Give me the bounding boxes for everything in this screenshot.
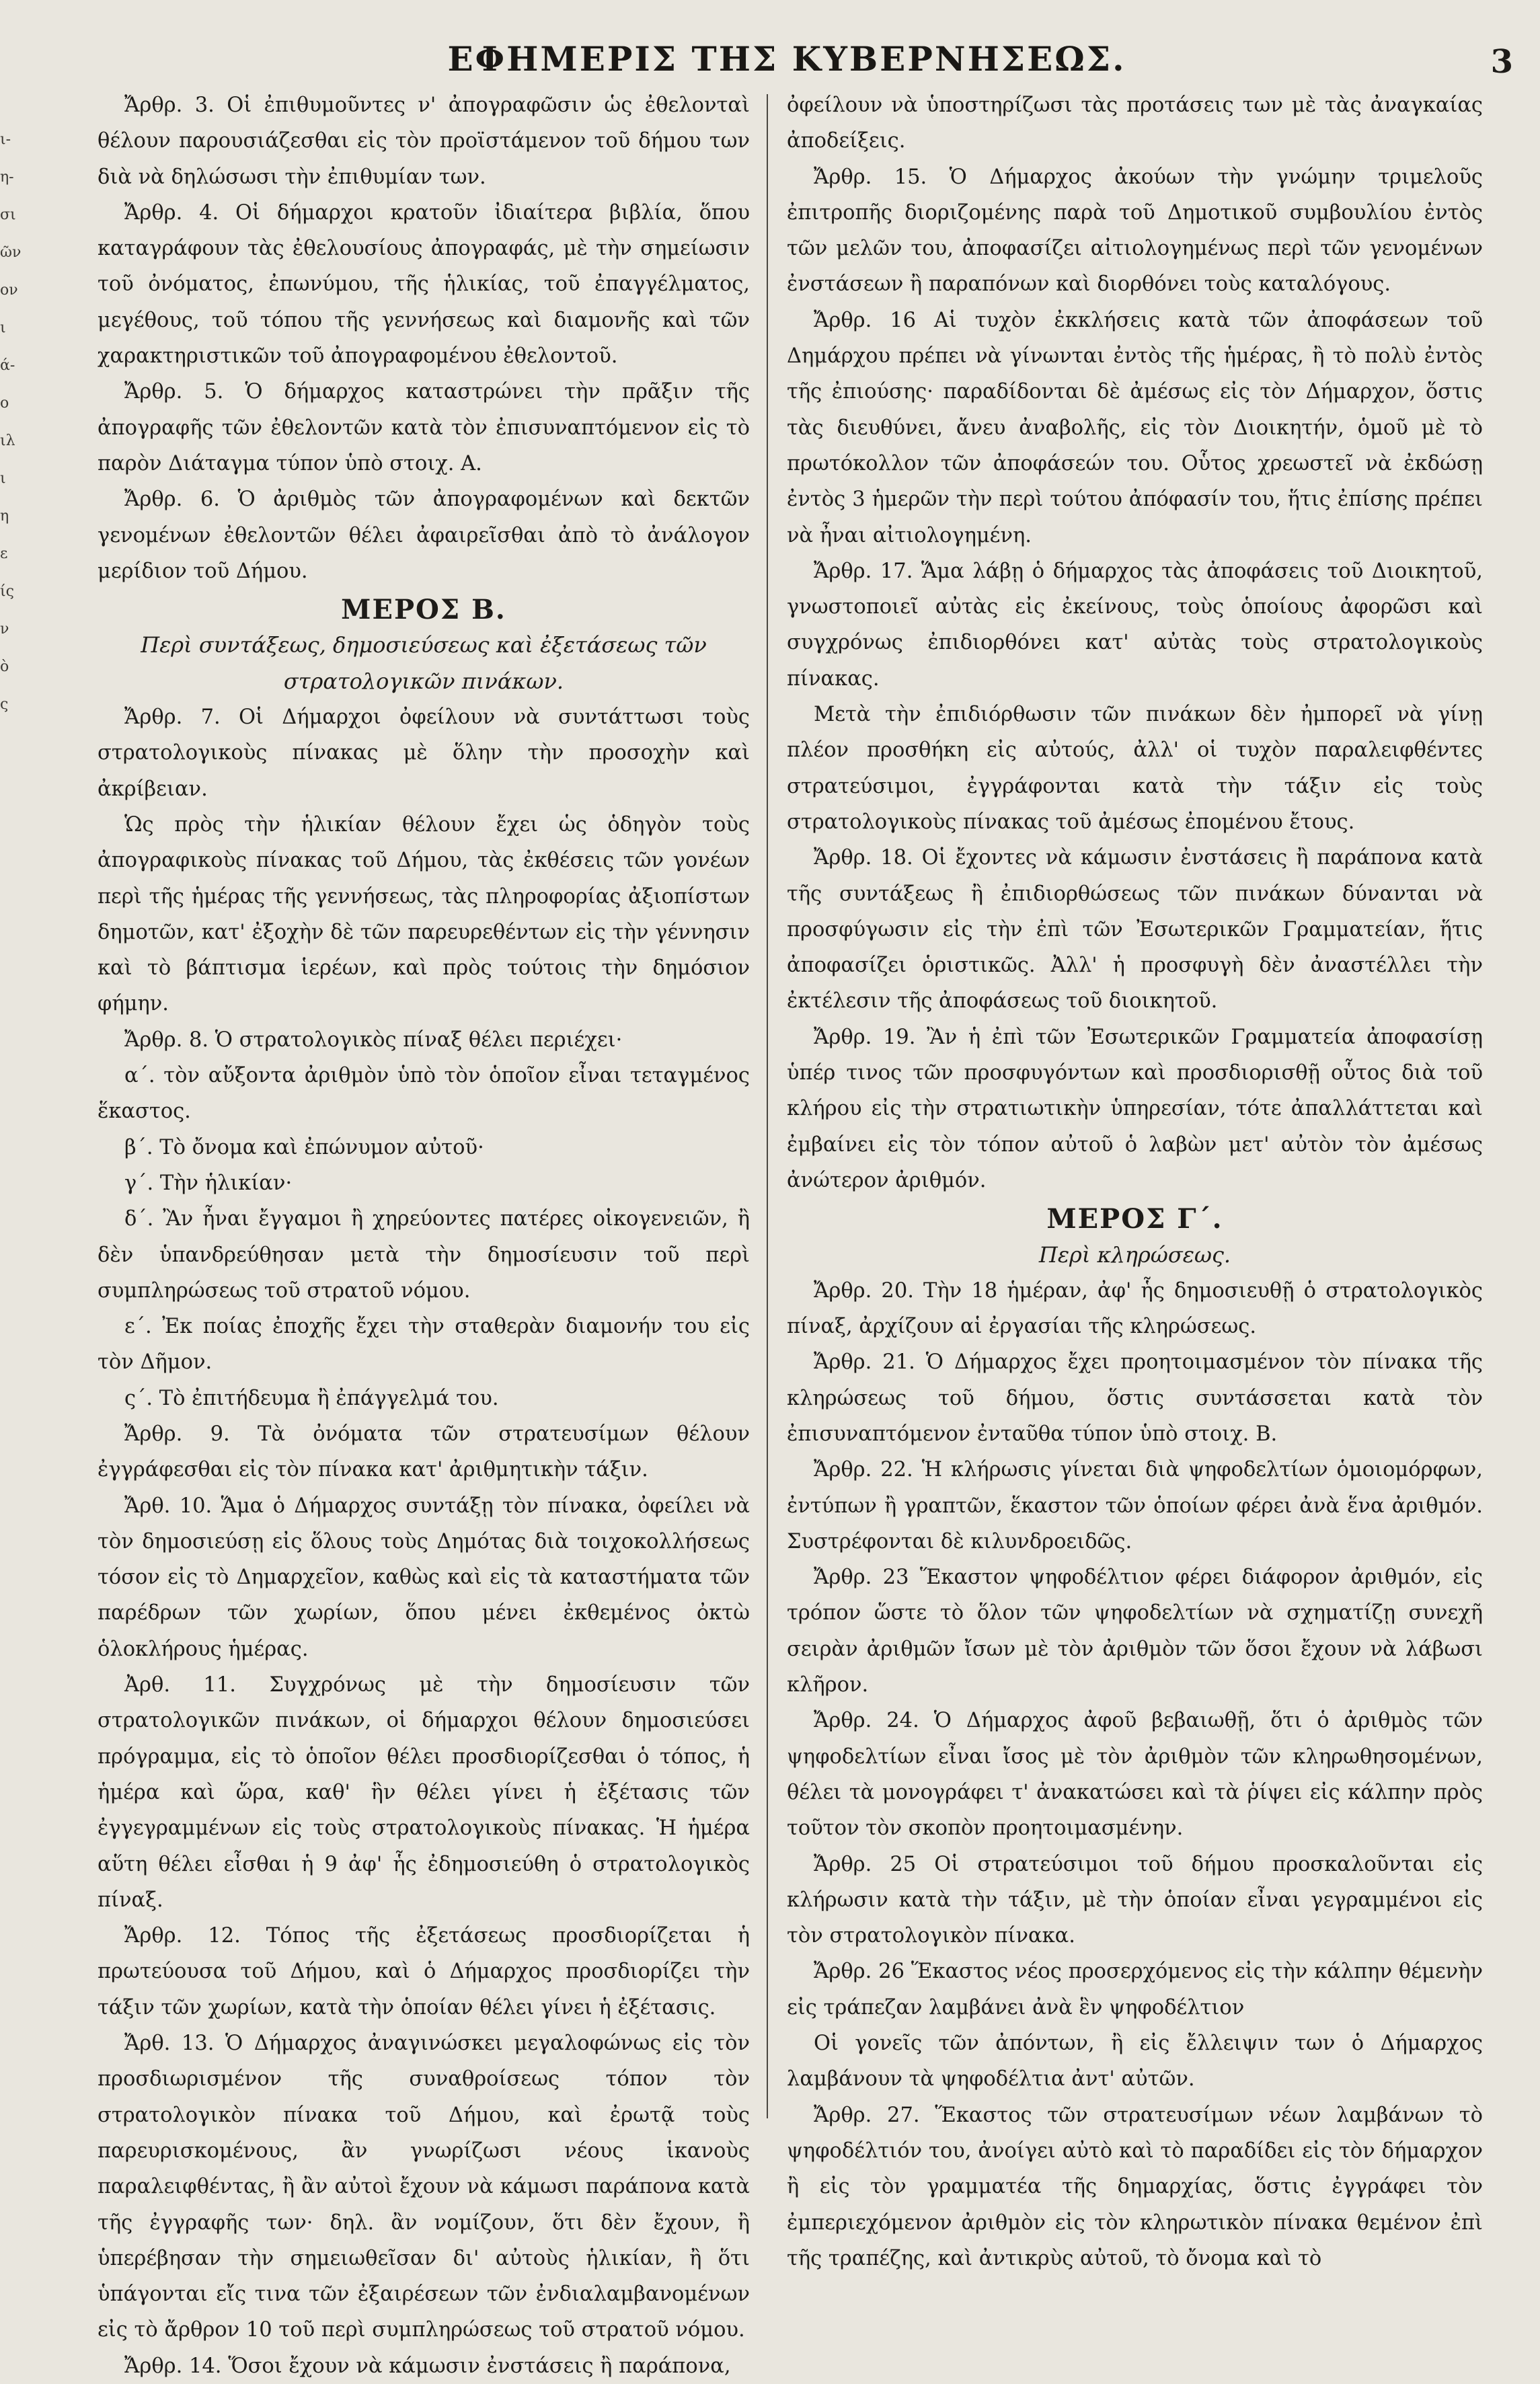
part-b-heading: ΜΕΡΟΣ Β. xyxy=(341,594,506,626)
article-5: Ἄρθρ. 5. Ὁ δήμαρχος καταστρώνει τὴν πρᾶξιν τῆς ἀπογραφῆς τῶν ἐθελοντῶν κατὰ τὸν ἐπισυναπτόμενον εἰς τὸ παρὸν Διάταγμα τύπον ὑπὸ στοιχ. Α. xyxy=(98,380,750,475)
article-7-paragraph: Ὡς πρὸς τὴν ἡλικίαν θέλουν ἔχει ὡς ὁδηγὸν τοὺς ἀπογραφικοὺς πίνακας τοῦ Δήμου, τὰς ἐκθέσεις τῶν γονέων περὶ τῆς ἡμέρας τῆς γεννήσεως, τὰς πληροφορίας ἀξιοπίστων δημοτῶν, κατ' ἐξοχὴν δὲ τῶν παρευρεθέντων εἰς τὴν γέννησιν καὶ τὸ βάπτισμα ἱερέων, καὶ πρὸς τούτοις τὴν δημόσιον φήμην. xyxy=(98,812,750,1016)
margin-fragment: ι xyxy=(0,319,6,336)
article-27: Ἄρθρ. 27. Ἕκαστος τῶν στρατευσίμων νέων λαμβάνων τὸ ψηφοδέλτιόν του, ἀνοίγει αὐτὸ καὶ τὸ παραδίδει εἰς τὸν δήμαρχον ἢ εἰς τὸν γραμματέα τῆς δημαρχίας, ὅστις ἐγγράφει τὸν ἐμπεριεχόμενον ἀριθμὸν εἰς τὸν κληρωτικὸν πίνακα θεμένον ἐπὶ τῆς τραπέζης, καὶ ἀντικρὺς αὐτοῦ, τὸ ὄνομα καὶ τὸ xyxy=(787,2103,1483,2270)
article-3: Ἄρθρ. 3. Οἱ ἐπιθυμοῦντες ν' ἀπογραφῶσιν ὡς ἐθελονταὶ θέλουν παρουσιάζεσθαι εἰς τὸν προϊστάμενον τοῦ δήμου των διὰ νὰ δηλώσωσι τὴν ἐπιθυμίαν των. xyxy=(98,93,750,189)
article-4: Ἄρθρ. 4. Οἱ δήμαρχοι κρατοῦν ἰδιαίτερα βιβλία, ὅπου καταγράφουν τὰς ἐθελουσίους ἀπογραφάς, μὲ τὴν σημείωσιν τοῦ ὀνόματος, ἐπωνύμου, τῆς ἡλικίας, τοῦ ἐπαγγέλματος, μεγέθους, τοῦ τόπου τῆς γεννήσεως καὶ διαμονῆς καὶ τῶν χαρακτηριστικῶν τοῦ ἀπογραφομένου ἐθελοντοῦ. xyxy=(98,200,750,369)
margin-fragment: ον xyxy=(0,282,18,299)
margin-fragment: ι xyxy=(0,470,6,487)
article-8-item-a: α΄. τὸν αὔξοντα ἀριθμὸν ὑπὸ τὸν ὁποῖον εἶναι τεταγμένος ἕκαστος. xyxy=(98,1064,750,1124)
article-14-continued: ὀφείλουν νὰ ὑποστηρίζωσι τὰς προτάσεις των μὲ τὰς ἀναγκαίας ἀποδείξεις. xyxy=(787,93,1483,153)
margin-fragment: ς xyxy=(0,696,9,713)
margin-fragment: ε xyxy=(0,545,8,562)
left-column xyxy=(98,87,750,2378)
article-25: Ἄρθρ. 25 Οἱ στρατεύσιμοι τοῦ δήμου προσκαλοῦνται εἰς κλήρωσιν κατὰ τὴν τάξιν, μὲ τὴν ὁποίαν εἶναι γεγραμμένοι εἰς τὸν στρατολογικὸν πίνακα. xyxy=(787,1852,1483,1948)
article-8: Ἄρθρ. 8. Ὁ στρατολογικὸς πίναξ θέλει περιέχει· xyxy=(124,1028,623,1052)
margin-fragment: ῶν xyxy=(0,244,22,261)
article-9: Ἄρθρ. 9. Τὰ ὀνόματα τῶν στρατευσίμων θέλουν ἐγγράφεσθαι εἰς τὸν πίνακα κατ' ἀριθμητικὴν τάξιν. xyxy=(98,1422,750,1482)
part-b-subtitle: Περὶ συντάξεως, δημοσιεύσεως καὶ ἐξετάσεως τῶν στρατολογικῶν πινάκων. xyxy=(141,632,707,694)
article-8-item-e: ε΄. Ἐκ ποίας ἐποχῆς ἔχει τὴν σταθερὰν διαμονήν του εἰς τὸν Δῆμον. xyxy=(98,1315,750,1375)
article-17: Ἄρθρ. 17. Ἅμα λάβῃ ὁ δήμαρχος τὰς ἀποφάσεις τοῦ Διοικητοῦ, γνωστοποιεῖ αὐτὰς εἰς ἐκείνους, τοὺς ὁποίους ἀφορῶσι καὶ συγχρόνως ἐπιδιορθόνει κατ' αὐτὰς τοὺς στρατολογικοὺς πίνακας. xyxy=(787,559,1483,691)
margin-fragment: ο xyxy=(0,395,9,412)
right-column xyxy=(787,87,1483,2270)
margin-fragment: ν xyxy=(0,621,9,638)
article-13: Ἄρθ. 13. Ὁ Δήμαρχος ἀναγινώσκει μεγαλοφώνως εἰς τὸν προσδιωρισμένον τῆς συναθροίσεως τόπον τὸν στρατολογικὸν πίνακα τοῦ Δήμου, καὶ ἐρωτᾷ τοὺς παρευρισκομένους, ἂν γνωρίζωσι νέους ἱκανοὺς παραλειφθέντας, ἢ ἂν αὐτοὶ ἔχουν νὰ κάμωσι παράπονα κατὰ τῆς ἐγγραφῆς των· δηλ. ἂν νομίζουν, ὅτι δὲν ἔχουν, ἢ ὑπερέβησαν τὴν σημειωθεῖσαν δι' αὐτοὺς ἡλικίαν, ἢ ὅτι ὑπάγονται εἴς τινα τῶν ἐξαιρέσεων τῶν ἐνδιαλαμβανομένων εἰς τὸ ἄρθρον 10 τοῦ περὶ συμπληρώσεως τοῦ στρατοῦ νόμου. xyxy=(98,2032,750,2342)
page-number: 3 xyxy=(1490,43,1513,81)
gazette-title: ΕΦΗΜΕΡΙΣ ΤΗΣ ΚΥΒΕΡΝΗΣΕΩΣ. xyxy=(447,39,1126,79)
article-21: Ἄρθρ. 21. Ὁ Δήμαρχος ἔχει προητοιμασμένον τὸν πίνακα τῆς κληρώσεως τοῦ δήμου, ὅστις συντάσσεται κατὰ τὸν ἐπισυναπτόμενον ἐνταῦθα τύπον ὑπὸ στοιχ. Β. xyxy=(787,1350,1483,1446)
margin-fragment: ὸ xyxy=(0,658,9,675)
article-19: Ἄρθρ. 19. Ἂν ἡ ἐπὶ τῶν Ἐσωτερικῶν Γραμματεία ἀποφασίσῃ ὑπέρ τινος τῶν προσφυγόντων καὶ προσδιορισθῇ οὗτος διὰ τοῦ κλήρου εἰς τὴν στρατιωτικὴν ὑπηρεσίαν, τότε ἀπαλλάττεται καὶ ἐμβαίνει εἰς τὸν τόπον αὐτοῦ ὁ λαβὼν μετ' αὐτὸν τὸν ἀμέσως ἀνώτερον ἀριθμόν. xyxy=(787,1025,1483,1192)
article-20: Ἄρθρ. 20. Τὴν 18 ἡμέραν, ἀφ' ἧς δημοσιευθῇ ὁ στρατολογικὸς πίναξ, ἀρχίζουν αἱ ἐργασίαι τῆς κληρώσεως. xyxy=(787,1278,1483,1339)
margin-fragment: ά- xyxy=(0,357,15,374)
margin-fragment: ιλ xyxy=(0,432,15,449)
article-22: Ἄρθρ. 22. Ἡ κλήρωσις γίνεται διὰ ψηφοδελτίων ὁμοιομόρφων, ἐντύπων ἢ γραπτῶν, ἕκαστον τῶν ὁποίων φέρει ἀνὰ ἕνα ἀριθμόν. Συστρέφονται δὲ κιλυνδροειδῶς. xyxy=(787,1458,1483,1553)
article-8-item-f: ς΄. Τὸ ἐπιτήδευμα ἢ ἐπάγγελμά του. xyxy=(124,1386,499,1410)
column-divider xyxy=(767,94,768,2118)
article-23: Ἄρθρ. 23 Ἕκαστον ψηφοδέλτιον φέρει διάφορον ἀριθμόν, εἰς τρόπον ὥστε τὸ ὅλον τῶν ψηφοδελτίων νὰ σχηματίζῃ συνεχῆ σειρὰν ἀριθμῶν ἴσων μὲ τὸν ἀριθμὸν τῶν ὅσοι ἔχουν νὰ λάβωσι κλῆρον. xyxy=(787,1566,1483,1697)
article-24: Ἄρθρ. 24. Ὁ Δήμαρχος ἀφοῦ βεβαιωθῇ, ὅτι ὁ ἀριθμὸς τῶν ψηφοδελτίων εἶναι ἴσος μὲ τὸν ἀριθμὸν τῶν κληρωθησομένων, θέλει τὰ μονογράφει τ' ἀνακατώσει καὶ τὰ ῥίψει εἰς κάλπην πρὸς τοῦτον τὸν σκοπὸν προητοιμασμένην. xyxy=(787,1709,1483,1841)
article-12: Ἄρθρ. 12. Τόπος τῆς ἐξετάσεως προσδιορίζεται ἡ πρωτεύουσα τοῦ Δήμου, καὶ ὁ Δήμαρχος προσδιορίζει τὴν τάξιν τῶν χωρίων, κατὰ τὴν ὁποίαν θέλει γίνει ἡ ἐξέτασις. xyxy=(98,1924,750,2020)
article-15: Ἄρθρ. 15. Ὁ Δήμαρχος ἀκούων τὴν γνώμην τριμελοῦς ἐπιτροπῆς διοριζομένης παρὰ τοῦ Δημοτικοῦ συμβουλίου ἐντὸς τῶν μελῶν του, ἀποφασίζει αἰτιολογημένως περὶ τῶν γενομένων ἐνστάσεων ἢ παραπόνων καὶ διορθόνει τοὺς καταλόγους. xyxy=(787,165,1483,297)
margin-fragment: σι xyxy=(0,206,16,223)
article-16: Ἄρθρ. 16 Αἱ τυχὸν ἐκκλήσεις κατὰ τῶν ἀποφάσεων τοῦ Δημάρχου πρέπει νὰ γίνωνται ἐντὸς τῆς ἡμέρας, ἢ τὸ πολὺ ἐντὸς τῆς ἐπιούσης· παραδίδονται δὲ ἀμέσως εἰς τὸν Δήμαρχον, ὅστις τὰς διευθύνει, ἄνευ ἀναβολῆς, εἰς τὸν Διοικητήν, ὁμοῦ μὲ τὸ πρωτόκολλον τῶν ἀποφάσεών του. Οὗτος χρεωστεῖ νὰ ἐκδώσῃ ἐντὸς 3 ἡμερῶν τὴν περὶ τούτου ἀπόφασίν του, ἥτις ἐπίσης πρέπει νὰ ἦναι αἰτιολογημένη. xyxy=(787,308,1483,547)
adjacent-page-margin xyxy=(0,121,27,1332)
article-8-item-d: δ΄. Ἂν ἦναι ἔγγαμοι ἢ χηρεύοντες πατέρες οἰκογενειῶν, ἢ δὲν ὑπανδρεύθησαν μετὰ τὴν δημοσίευσιν τοῦ περὶ συμπληρώσεως τοῦ στρατοῦ νόμου. xyxy=(98,1207,750,1303)
margin-fragment: ι- xyxy=(0,131,11,148)
margin-fragment: η xyxy=(0,508,9,525)
article-6: Ἄρθρ. 6. Ὁ ἀριθμὸς τῶν ἀπογραφομένων καὶ δεκτῶν γενομένων ἐθελοντῶν θέλει ἀφαιρεῖσθαι ἀπὸ τὸ ἀνάλογον μερίδιον τοῦ Δήμου. xyxy=(98,488,750,583)
article-14: Ἄρθρ. 14. Ὅσοι ἔχουν νὰ κάμωσιν ἐνστάσεις ἢ παράπονα, xyxy=(124,2354,731,2378)
article-17-paragraph: Μετὰ τὴν ἐπιδιόρθωσιν τῶν πινάκων δὲν ἠμπορεῖ νὰ γίνῃ πλέον προσθήκη εἰς αὐτούς, ἀλλ' οἱ τυχὸν παραλειφθέντες στρατεύσιμοι, ἐγγράφονται κατὰ τὴν τάξιν εἰς τοὺς στρατολογικοὺς πίνακας τοῦ ἀμέσως ἐπομένου ἔτους. xyxy=(787,703,1483,834)
part-c-subtitle: Περὶ κληρώσεως. xyxy=(1038,1241,1231,1268)
article-8-item-c: γ΄. Τὴν ἡλικίαν· xyxy=(124,1171,293,1195)
article-8-item-b: β΄. Τὸ ὄνομα καὶ ἐπώνυμον αὐτοῦ· xyxy=(124,1135,484,1159)
part-c-heading: ΜΕΡΟΣ Γ΄. xyxy=(1046,1203,1223,1235)
margin-fragment: η- xyxy=(0,169,14,186)
margin-fragment: ίς xyxy=(0,583,14,600)
article-10: Ἄρθ. 10. Ἅμα ὁ Δήμαρχος συντάξῃ τὸν πίνακα, ὀφείλει νὰ τὸν δημοσιεύσῃ εἰς ὅλους τοὺς Δημότας διὰ τοιχοκολλήσεως τόσον εἰς τὸ Δημαρχεῖον, καθὼς καὶ εἰς τὰ καταστήματα τῶν παρέδρων τῶν χωρίων, ὅπου μένει ἐκθεμένος ὀκτὼ ὁλοκλήρους ἡμέρας. xyxy=(98,1494,750,1661)
article-26: Ἄρθρ. 26 Ἕκαστος νέος προσερχόμενος εἰς τὴν κάλπην θέμενὴν εἰς τράπεζαν λαμβάνει ἀνὰ ἓν ψηφοδέλτιον xyxy=(787,1960,1483,2020)
article-11: Ἀρθ. 11. Συγχρόνως μὲ τὴν δημοσίευσιν τῶν στρατολογικῶν πινάκων, οἱ δήμαρχοι θέλουν δημοσιεύσει πρόγραμμα, εἰς τὸ ὁποῖον θέλει προσδιορίζεσθαι ὁ τόπος, ἡ ἡμέρα καὶ ὥρα, καθ' ἣν θέλει γίνει ἡ ἐξέτασις τῶν ἐγγεγραμμένων εἰς τοὺς στρατολογικοὺς πίνακας. Ἡ ἡμέρα αὕτη θέλει εἶσθαι ἡ 9 ἀφ' ἧς ἐδημοσιεύθη ὁ στρατολογικὸς πίναξ. xyxy=(98,1673,750,1912)
page-header xyxy=(61,27,1513,87)
article-18: Ἄρθρ. 18. Οἱ ἔχοντες νὰ κάμωσιν ἐνστάσεις ἢ παράπονα κατὰ τῆς συντάξεως ἢ ἐπιδιορθώσεως τῶν πινάκων δύνανται νὰ προσφύγωσιν εἰς τὴν ἐπὶ τῶν Ἐσωτερικῶν Γραμματείαν, ἥτις ἀποφασίζει ὁριστικῶς. Ἀλλ' ἡ προσφυγὴ δὲν ἀναστέλλει τὴν ἐκτέλεσιν τῆς ἀποφάσεως τοῦ διοικητοῦ. xyxy=(787,846,1483,1013)
article-7: Ἄρθρ. 7. Οἱ Δήμαρχοι ὀφείλουν νὰ συντάττωσι τοὺς στρατολογικοὺς πίνακας μὲ ὅλην τὴν προσοχὴν καὶ ἀκρίβειαν. xyxy=(98,705,750,801)
article-26-paragraph: Οἱ γονεῖς τῶν ἀπόντων, ἢ εἰς ἔλλειψιν των ὁ Δήμαρχος λαμβάνουν τὰ ψηφοδέλτια ἀντ' αὐτῶν. xyxy=(787,2032,1483,2091)
